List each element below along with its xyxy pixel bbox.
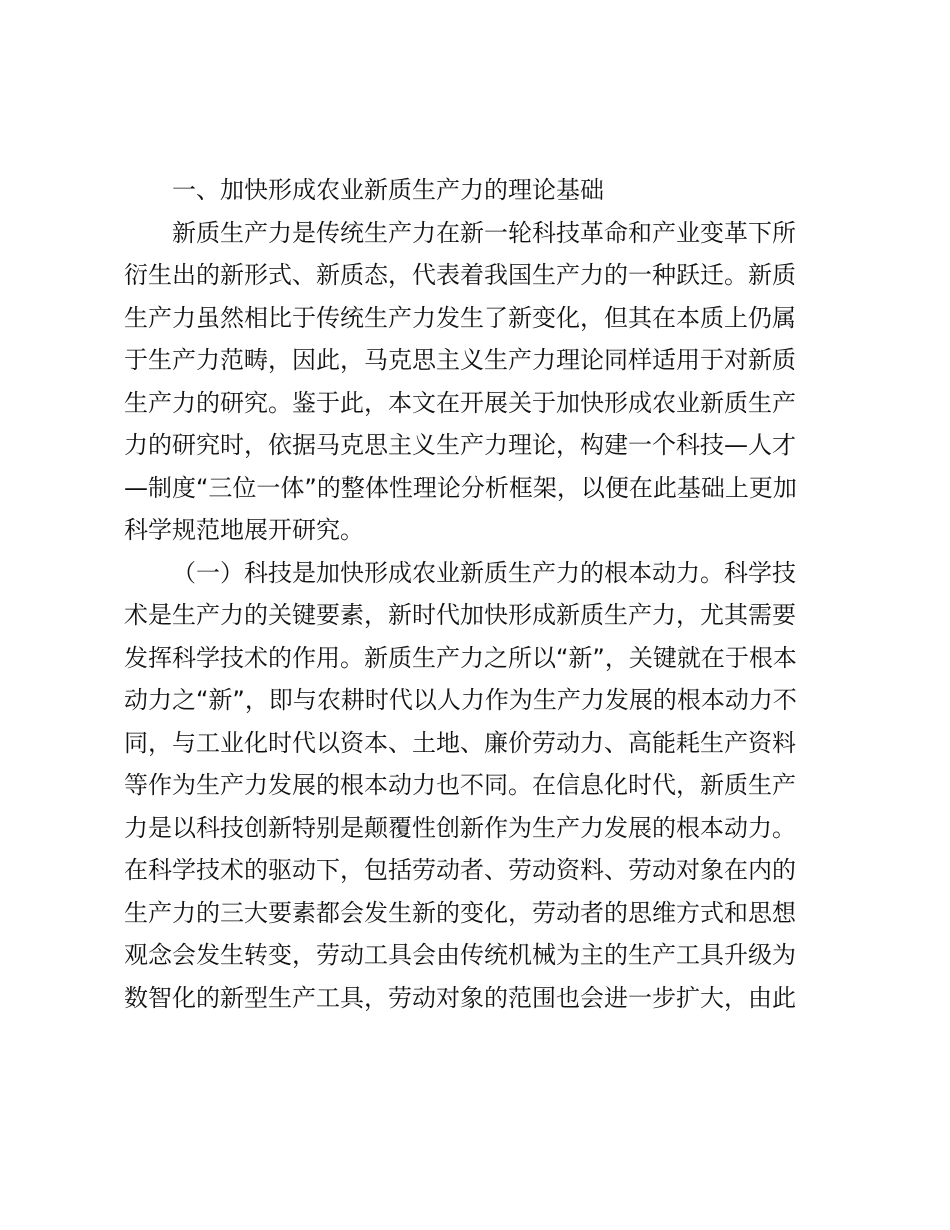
paragraph-line: 力是以科技创新特别是颠覆性创新作为生产力发展的根本动力。 [124,813,796,842]
paragraph-line: 于生产力范畴，因此，马克思主义生产力理论同样适用于对新质 [124,346,796,374]
section-heading: 一、加快形成农业新质生产力的理论基础 [172,176,604,204]
paragraph-line: 新质生产力是传统生产力在新一轮科技革命和产业变革下所 [172,218,796,247]
paragraph-line: 力的研究时，依据马克思主义生产力理论，构建一个科技—人才 [124,431,796,459]
paragraph-line: 术是生产力的关键要素，新时代加快形成新质生产力，尤其需要 [124,601,796,629]
paragraph-line: 数智化的新型生产工具，劳动对象的范围也会进一步扩大，由此 [124,983,796,1012]
paragraph-line: 发挥科学技术的作用。新质生产力之所以“新”，关键就在于根本 [124,643,797,672]
paragraph-line: 动力之“新”，即与农耕时代以人力作为生产力发展的根本动力不 [124,686,797,714]
paragraph-line: 生产力虽然相比于传统生产力发生了新变化，但其在本质上仍属 [124,303,796,332]
body-text [124,169,824,1019]
paragraph-line: 衍生出的新形式、新质态，代表着我国生产力的一种跃迁。新质 [124,261,796,289]
paragraph-line: 科学规范地展开研究。 [124,516,364,544]
paragraph-line: 等作为生产力发展的根本动力也不同。在信息化时代，新质生产 [124,771,796,799]
paragraph-line: 观念会发生转变，劳动工具会由传统机械为主的生产工具升级为 [124,941,796,969]
paragraph-line: 生产力的三大要素都会发生新的变化，劳动者的思维方式和思想 [124,898,796,927]
paragraph-line: 同，与工业化时代以资本、土地、廉价劳动力、高能耗生产资料 [124,728,796,757]
paragraph-line: —制度“三位一体”的整体性理论分析框架，以便在此基础上更加 [124,473,797,502]
paragraph-line: 生产力的研究。鉴于此，本文在开展关于加快形成农业新质生产 [124,388,796,417]
paragraph-line: 在科学技术的驱动下，包括劳动者、劳动资料、劳动对象在内的 [124,856,796,884]
subsection-line: （一）科技是加快形成农业新质生产力的根本动力。科学技 [172,558,796,587]
